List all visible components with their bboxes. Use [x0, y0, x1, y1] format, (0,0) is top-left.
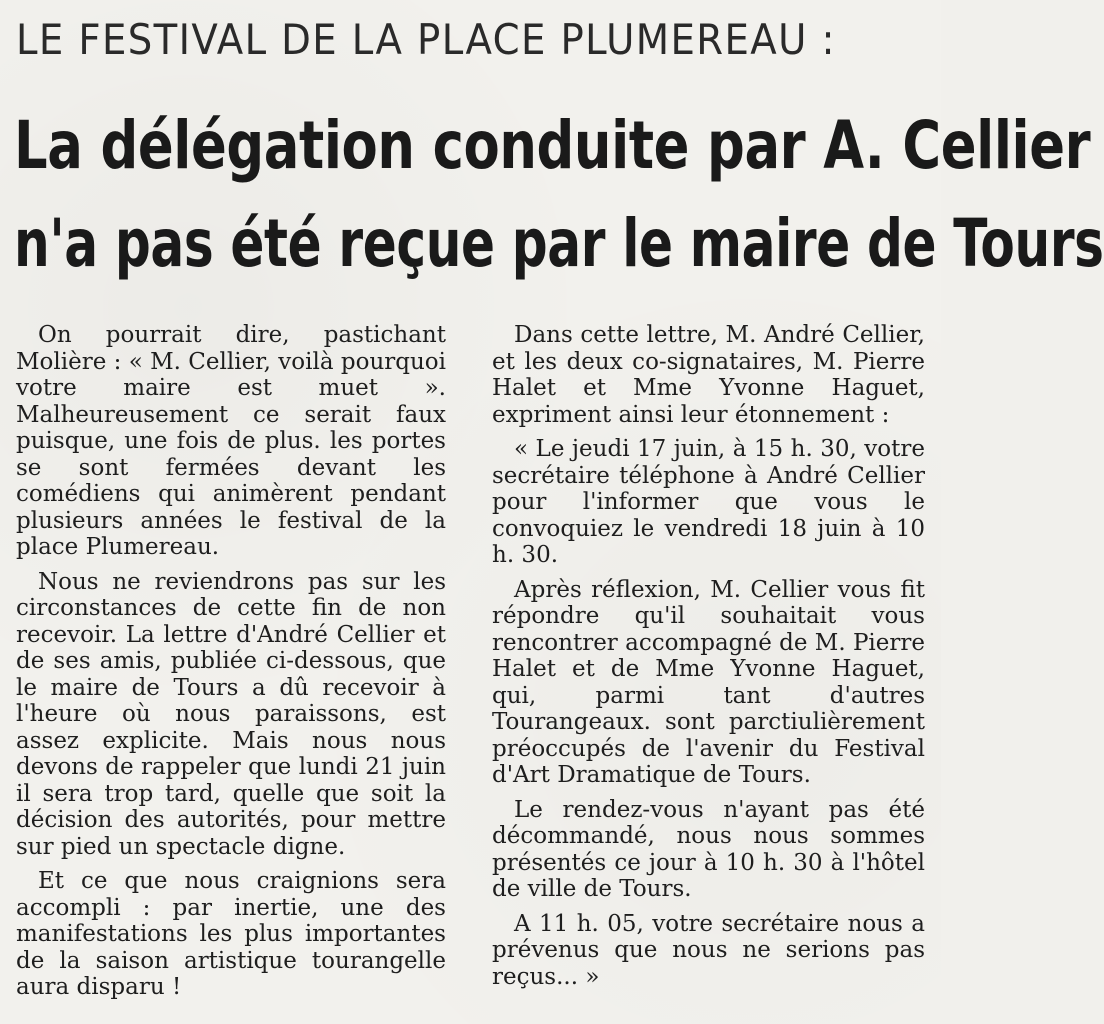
left-column	[16, 322, 446, 1009]
paragraph: On pourrait dire, pastichant Molière : « M. Cellier, voilà pourquoi votre maire est muet ». Malheureusement ce serait faux puisque, une fois de plus. les portes se sont fermées devant les comédiens qui animèrent pendant plusieurs années le festival de la place Plumereau.	[16, 322, 446, 560]
paragraph: « Le jeudi 17 juin, à 15 h. 30, votre secrétaire téléphone à André Cellier pour l'informer que vous le convoquiez le vendredi 18 juin à 10 h. 30.	[492, 436, 925, 568]
paragraph: A 11 h. 05, votre secrétaire nous a prévenus que nous ne serions pas reçus... »	[492, 910, 925, 990]
right-column	[492, 322, 925, 998]
paragraph: Et ce que nous craignions sera accompli : par inertie, une des manifestations les plus importantes de la saison artistique tourangelle aura disparu !	[16, 868, 446, 1000]
paragraph: Après réflexion, M. Cellier vous fit répondre qu'il souhaitait vous rencontrer accompagné de M. Pierre Halet et de Mme Yvonne Haguet, qui, parmi tant d'autres Tourangeaux. sont parctiulièrement préoccupés de l'avenir du Festival d'Art Dramatique de Tours.	[492, 576, 926, 788]
paragraph: Le rendez-vous n'ayant pas été décommandé, nous nous sommes présentés ce jour à 10 h. 30 à l'hôtel de ville de Tours.	[492, 796, 925, 902]
paragraph: Dans cette lettre, M. André Cellier, et les deux co-signataires, M. Pierre Halet et Mme Yvonne Haguet, expriment ainsi leur étonnement :	[492, 322, 925, 428]
article-kicker: LE FESTIVAL DE LA PLACE PLUMEREAU :	[16, 15, 836, 64]
headline-line-1: La délégation conduite par A. Cellier	[14, 107, 1091, 184]
headline-line-2: n'a pas été reçue par le maire de Tours	[14, 205, 1104, 282]
paragraph: Nous ne reviendrons pas sur les circonstances de cette fin de non recevoir. La lettre d'André Cellier et de ses amis, publiée ci-dessous, que le maire de Tours a dû recevoir à l'heure où nous paraissons, est assez explicite. Mais nous nous devons de rappeler que lundi 21 juin il sera trop tard, quelle que soit la décision des autorités, pour mettre sur pied un spectacle digne.	[16, 568, 446, 860]
